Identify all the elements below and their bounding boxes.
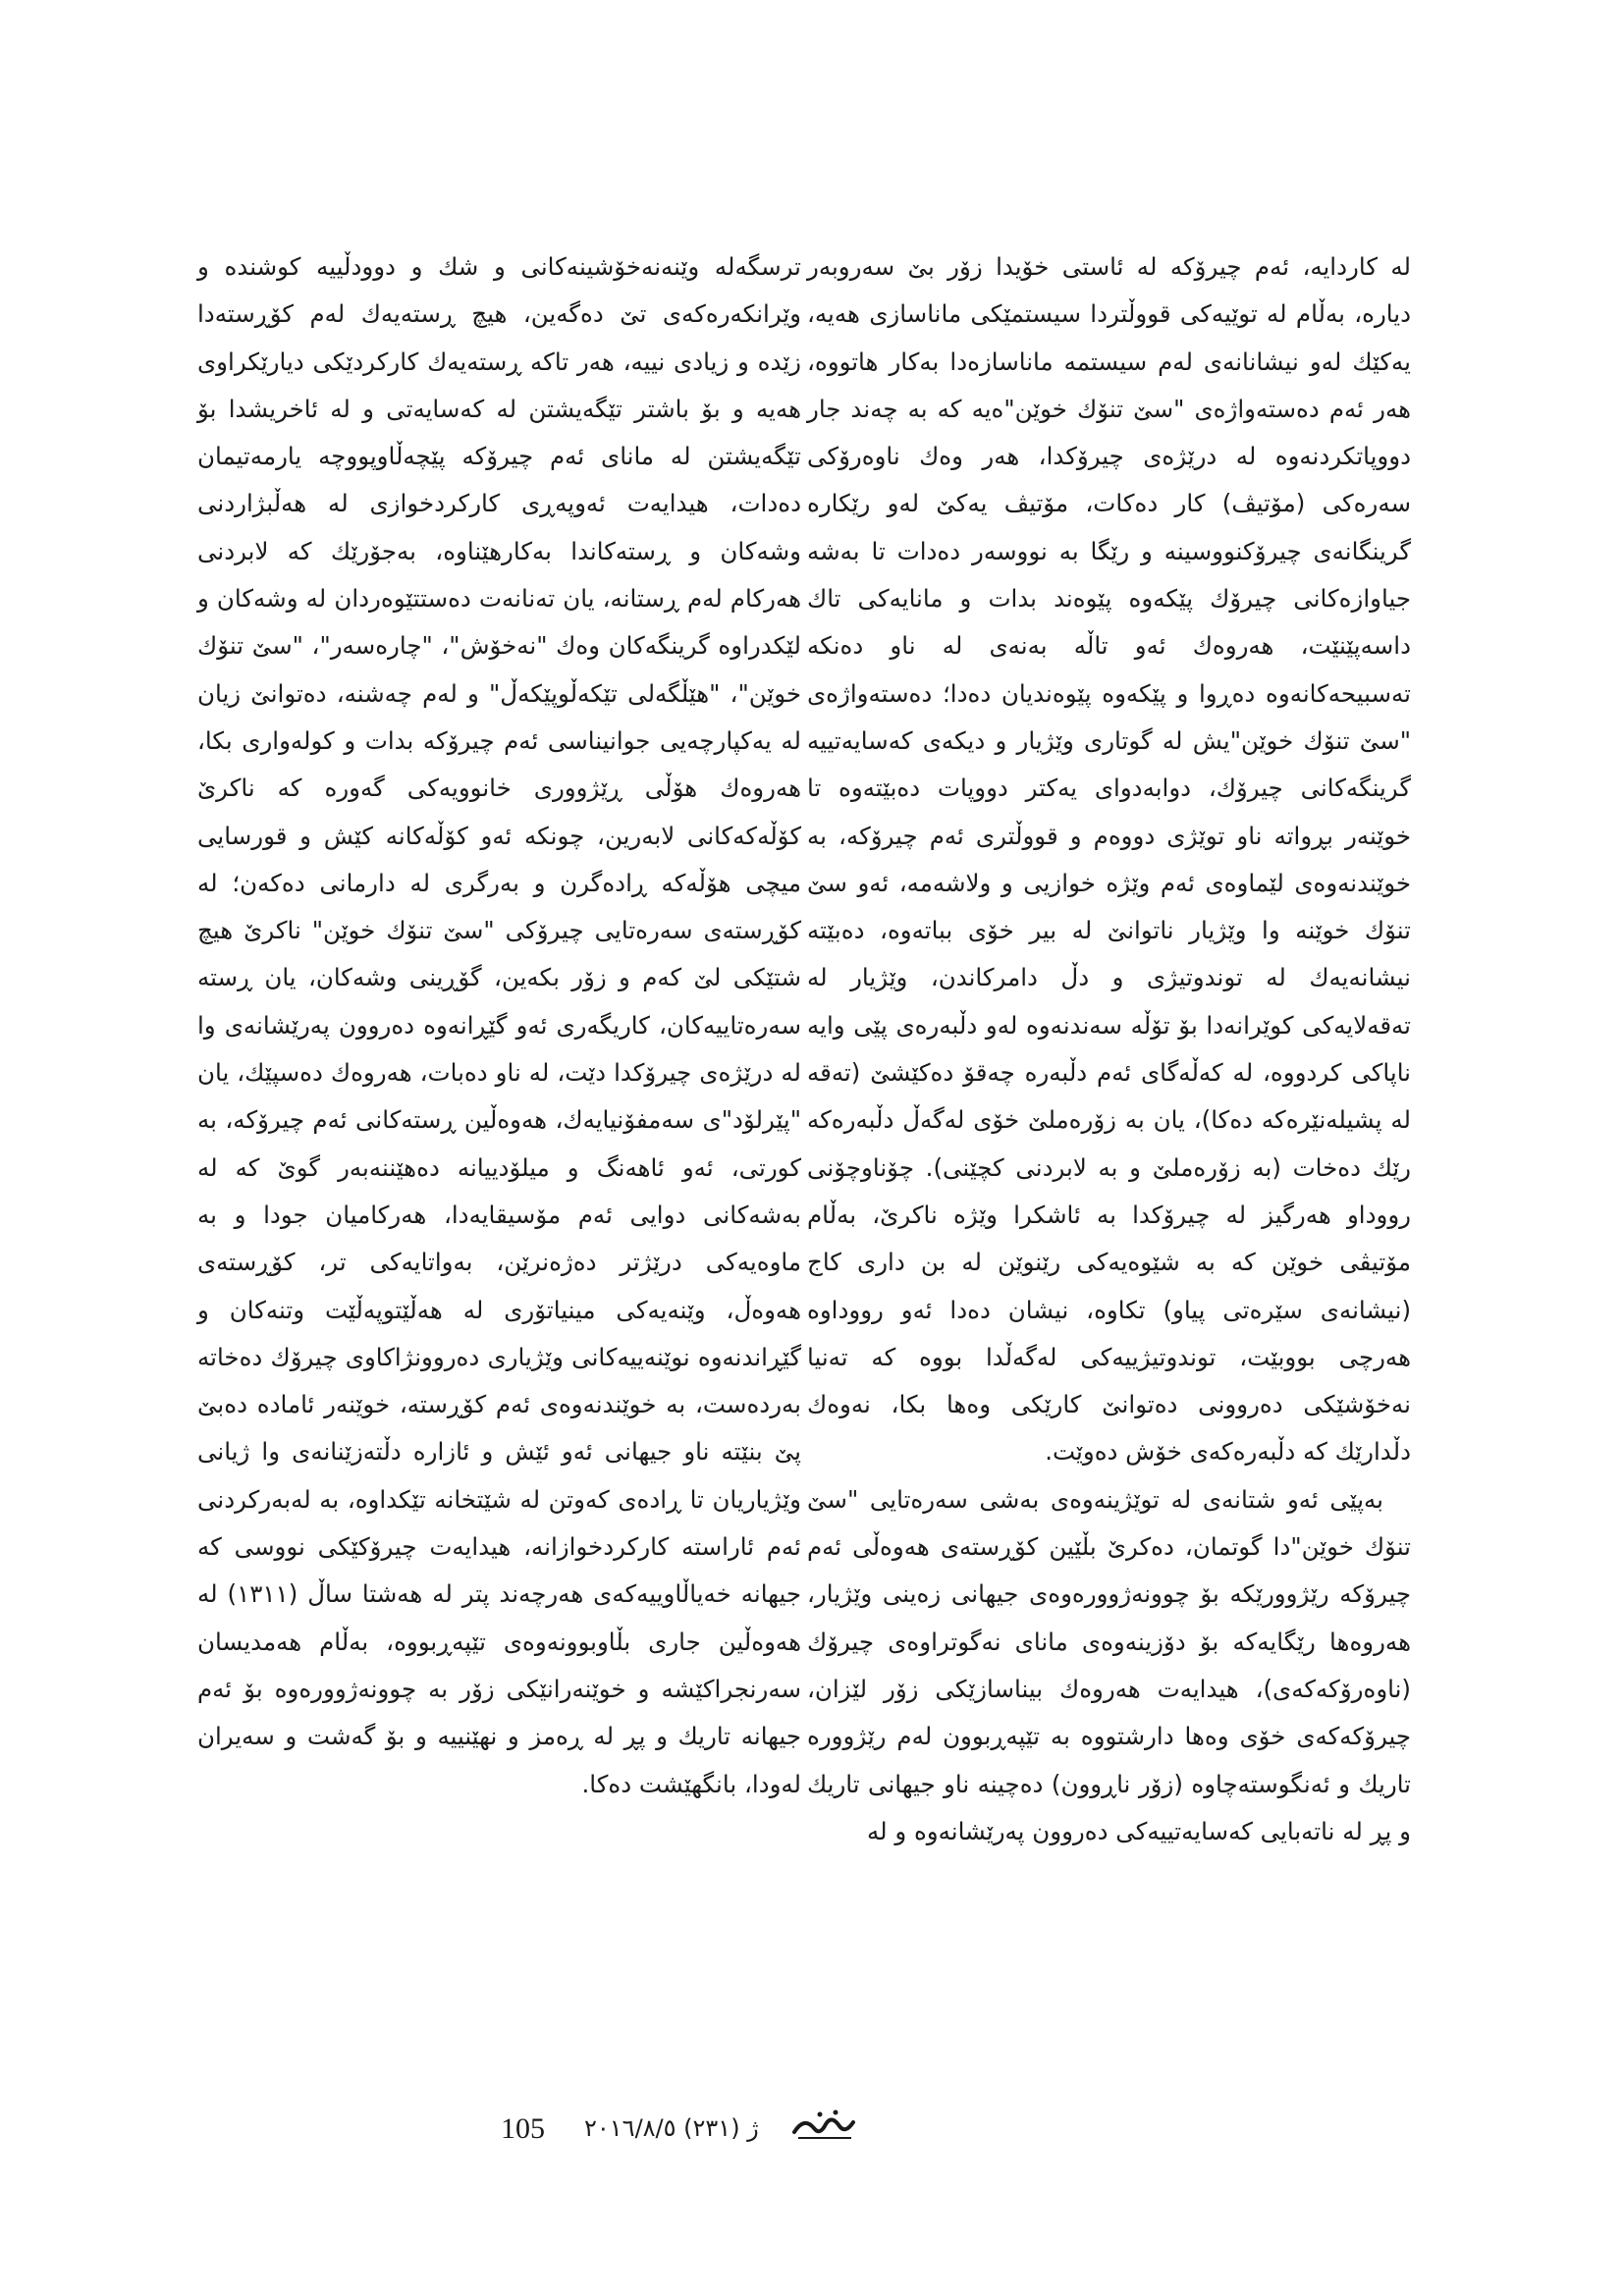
left-column-paragraph-1: ترسگەلە وێنەنەخۆشينەكانی و شك و دوودڵييە كوشندە و وێرانكەرەكەی تێ دەگەين، هيچ ڕستەيەك لەم كۆڕستەدا زێدە و زيادی نييە، هەر تاكە ڕستەيەك كاركردێكی ديارێكراوی هەيە و بۆ باشتر تێگەيشتن لە كەسايەتی و لە ئاخريشدا بۆ تێگەيشتن لە مانای ئەم چيرۆكە پێچەڵاوپووچە يارمەتيمان دەدات، هيدايەت ئەوپەڕی كاركردخوازی لە هەڵبژاردنی وشەكان و ڕستەكاندا بەكارهێناوە، بەجۆرێك كە لابردنی هەركام لەم ڕستانە، يان تەنانەت دەستتێوەردان لە وشەكان و لێكدراوە گرينگەكان وەك "نەخۆش"، "چارەسەر"، "سێ تنۆك خوێن"، "هێڵگەلی تێكەڵوپێكەڵ" و لەم چەشنە، دەتوانێ زيان لە يەكپارچەيی جوانيناسی ئەم چيرۆكە بدات و كولەواری بكا، هەروەك هۆڵی ڕێژووری خانوويەكی گەورە كە ناكرێ كۆڵەكەكانی لابەرين، چونكە ئەو كۆڵەكانە كێش و قورسايی ميچی هۆڵەكە ڕادەگرن و بەرگری لە دارمانی دەكەن؛ لە كۆڕستەی سەرەتايی چيرۆكی "سێ تنۆك خوێن" ناكرێ هيچ شتێكی لێ كەم و زۆر بكەين، گۆڕينی وشەكان، يان ڕستە سەرەتاييەكان، كاريگەری ئەو گێڕانەوە دەروون پەرێشانەی وا لە درێژەی چيرۆكدا دێت، لە ناو دەبات، هەروەك دەسپێك، يان "پێرلۆد"ی سەمفۆنيايەك، هەوەڵين ڕستەكانی ئەم چيرۆكە، بە كورتی، ئەو ئاهەنگ و ميلۆدييانە دەهێننەبەر گوێ كە لە بەشەكانی دوايی ئەم مۆسيقايەدا، هەركاميان جودا و بە ماوەيەكی درێژتر دەژەنرێن، بەواتايەكی تر، كۆڕستەی هەوەڵ، وێنەيەكی مينياتۆری لە هەڵێتوپەڵێت وتنەكان و گێڕاندنەوە نوێنەييەكانی وێژياری دەروونژاكاوی چيرۆك دەخاتە بەردەست، بە خوێندنەوەی ئەم كۆڕستە، خوێنەر ئامادە دەبێ پێ بنێتە ناو جيهانی ئەو ئێش و ئازارە دڵتەزێنانەی وا ژيانی وێژياريان تا ڕادەی كەوتن لە شێتخانە تێكداوە، بە لەبەركردنی ئەم ئاراستە كاركردخوازانە، هيدايەت چيرۆكێكی نووسی كە جيهانە خەياڵاوييەكەی هەرچەند پتر لە هەشتا ساڵ (١٣١١) لە هەوەڵين جاری بڵاوبوونەوەی تێپەڕبووە، بەڵام هەمديسان سەرنجراكێشە و خوێنەرانێكی زۆر بە چوونەژوورەوە بۆ ئەم جيهانە تاريك و پڕ لە ڕەمز و نهێنييە و بۆ گەشت و سەيران لەودا، بانگهێشت دەكا. (197, 252, 801, 1798)
right-column (807, 243, 1411, 1855)
right-column-paragraph-1: له كاردايه، ئەم چيرۆكه له ئاستی خۆيدا زۆر بێ سەروبەر ديارە، بەڵام لە توێيەكی قووڵتردا سيستمێكی ماناسازی هەيه، يەكێك لەو نيشانانەی لەم سيستمە ماناسازەدا بەكار هاتووە، هەر ئەم دەستەواژەی "سێ تنۆك خوێن"ەيە كە بە چەند جار دووپاتكردنەوە لە درێژەی چيرۆكدا، هەر وەك ناوەرۆكی سەرەكی (مۆتيڤ) كار دەكات، مۆتيڤ يەكێ لەو رێكارە گرينگانەی چيرۆكنووسينە و رێگا بە نووسەر دەدات تا بەشە جياوازەكانی چيرۆك پێكەوە پێوەند بدات و مانايەكی تاك داسەپێنێت، هەروەك ئەو تاڵە بەنەی لە ناو دەنكە تەسبيحەكانەوە دەڕوا و پێكەوە پێوەنديان دەدا؛ دەستەواژەی "سێ تنۆك خوێن"يش لە گوتاری وێژيار و ديكەی كەسايەتييە گرينگەكانی چيرۆك، دوابەدوای يەكتر دووپات دەبێتەوە تا خوێنەر بڕواتە ناو توێژی دووەم و قووڵتری ئەم چيرۆكە، بە خوێندنەوەی لێماوەی ئەم وێژە خوازيی و ولاشەمە، ئەو سێ تنۆك خوێنە وا وێژيار ناتوانێ لە بير خۆی بباتەوە، دەبێتە نيشانەيەك لە توندوتيژی و دڵ دامركاندن، وێژيار لە تەقەلايەكی كوێرانەدا بۆ تۆڵە سەندنەوە لەو دڵبەرەی پێی وايە ناپاكی كردووە، لە كەڵەگای ئەم دڵبەرە چەقۆ دەكێشێ (تەقە لە پشيلەنێرەكە دەكا)، يان بە زۆرەملێ خۆی لەگەڵ دڵبەرەكە رێك دەخات (بە زۆرەملێ و بە لابردنی كچێنی). چۆناوچۆنی رووداو هەرگيز لە چيرۆكدا بە ئاشكرا وێژە ناكرێ، بەڵام مۆتيڤی خوێن كە بە شێوەيەكی رێنوێن لە بن داری كاج (نيشانەی سێرەتی پياو) تكاوە، نيشان دەدا ئەو رووداوە هەرچی بووبێت، توندوتيژييەكی لەگەڵدا بووە كە تەنيا نەخۆشێكی دەروونی دەتوانێ كارێكی وەها بكا، نەوەك دڵدارێك كە دڵبەرەكەی خۆش دەوێت. (807, 252, 1411, 1467)
left-column (197, 243, 801, 1808)
issue-info: ژ (٢٣١) ٢٠١٦/٨/٥ (584, 2114, 759, 2142)
page-number: 105 (501, 2112, 545, 2145)
right-column-paragraph-2: بەپێی ئەو شتانەی لە توێژينەوەی بەشی سەرەتايی "سێ تنۆك خوێن"دا گوتمان، دەكرێ بڵێين كۆڕستەی هەوەڵی ئەم چيرۆكە رێژوورێكە بۆ چوونەژوورەوەی جيهانی زەينی وێژيار، هەروەها رێگايەكە بۆ دۆزينەوەی مانای نەگوتراوەی چيرۆك (ناوەرۆكەكەی)، هيدايەت هەروەك بيناسازێكی زۆر لێزان، چيرۆكەكەی خۆی وەها دارشتووە بە تێپەڕبوون لەم رێژوورە تاريك و ئەنگوستەچاوە (زۆر ناڕوون) دەچينە ناو جيهانی تاريك و پڕ لە ناتەبايی كەسايەتييەكی دەروون پەرێشانەوە و له (807, 1484, 1411, 1845)
publication-logo-icon (790, 2107, 859, 2146)
